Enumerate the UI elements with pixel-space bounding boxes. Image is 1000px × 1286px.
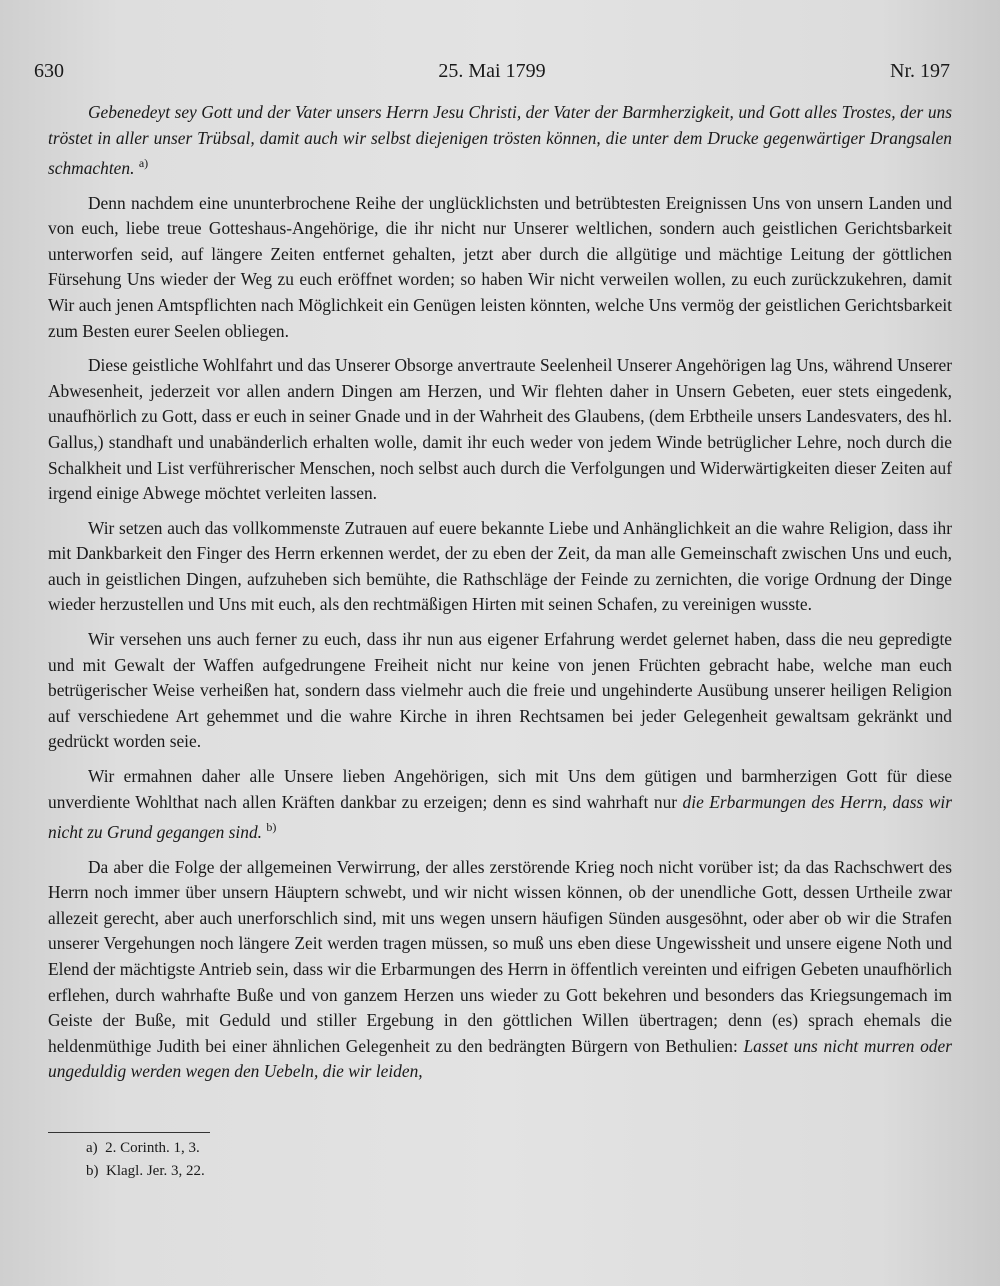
quoted-scripture: Lasset uns nicht murren oder ungeduldig werden wegen den Uebeln, die wir leiden, — [48, 1035, 952, 1082]
footnote — [86, 1137, 205, 1160]
footnote-label: b) — [86, 1163, 99, 1179]
footnote-ref-b: b) — [266, 820, 277, 835]
opening-paragraph — [48, 100, 952, 182]
page-number: 630 — [34, 60, 64, 82]
document-body — [48, 100, 952, 1094]
paragraph: Denn nachdem eine ununterbrochene Reihe der unglücklichsten und betrübtesten Ereignissen Uns von unsern Landen und von euch, liebe treue Gotteshaus-Angehörige, die ihr nicht nur Unserer weltlichen, sondern auch geistlichen Gerichtsbarkeit unterworfen seid, auf längere Zeiten entfernet gehalten, jetzt aber durch die allgütige und mächtige Leitung der göttlichen Fürsehung Uns wieder der Weg zu euch eröffnet worden; so haben Wir nicht verweilen wollen, zu euch zurückzukehren, damit Wir auch jenen Amtspflichten nach Möglichkeit ein Genügen leisten könnten, welche Uns vermög der geistlichen Gerichtsbarkeit zum Besten eurer Seelen obliegen. — [48, 192, 952, 341]
paragraph — [48, 855, 952, 1085]
footnote-text: 2. Corinth. 1, 3. — [105, 1140, 200, 1156]
paragraph: Wir setzen auch das vollkommenste Zutrauen auf euere bekannte Liebe und Anhänglichkeit an die wahre Religion, dass ihr mit Dankbarkeit den Finger des Herrn erkennen werdet, der zu eben der Zeit, da man alle Gemeinschaft zwischen Uns und euch, auch in geistlichen Dingen, aufzuheben sich bemühte, die Rathschläge der Feinde zu zernichten, die vorige Ordnung der Dinge wieder herzustellen und Uns mit euch, als den rechtmäßigen Hirten mit seinen Schafen, zu vereinigen wusste. — [48, 517, 952, 615]
paragraph: Wir versehen uns auch ferner zu euch, dass ihr nun aus eigener Erfahrung werdet gelernet haben, dass die neu gepredigte und mit Gewalt der Waffen aufgedrungene Freiheit nicht nur keine von jenen Früchten gebracht habe, welche man euch betrügerischer Weise verheißen hat, sondern dass vielmehr auch die freie und ungehinderte Ausübung unserer heiligen Religion auf verschiedene Art gehemmet und die wahre Kirche in ihren Rechtsamen bei jeder Gelegenheit gewaltsam gekränkt und gedrückt worden seie. — [48, 629, 952, 752]
quoted-scripture: die Erbarmungen des Herrn, dass wir nicht zu Grund gegangen sind. — [48, 791, 952, 843]
footnote-label: a) — [86, 1140, 98, 1156]
paragraph-text: Wir ermahnen daher alle Unsere lieben Angehörigen, sich mit Uns dem gütigen und barmherzigen Gott für diese unverdiente Wohlthat nach allen Kräften dankbar zu erzeigen; denn es sind wahrhaft nur — [48, 766, 952, 812]
document-number: Nr. 197 — [890, 60, 950, 82]
paragraph — [48, 764, 952, 846]
paragraph: Diese geistliche Wohlfahrt und das Unserer Obsorge anvertraute Seelenheil Unserer Angehörigen lag Uns, während Unserer Abwesenheit, jederzeit vor allen andern Dingen am Herzen, und Wir flehten daher in Unsern Gebeten, euer stets eingedenk, unaufhörlich zu Gott, dass er euch in seiner Gnade und in der Wahrheit des Glaubens, (dem Erbtheile unsers Landesvaters, des hl. Gallus,) standhaft und unabänderlich erhalten wolle, damit ihr euch weder von jedem Winde betrüglicher Lehre, noch durch die Schalkheit und List verführerischer Menschen, noch selbst auch durch die Verfolgungen und Widerwärtigkeiten dieser Zeiten auf irgend einige Abwege möchtet verleiten lassen. — [48, 355, 952, 504]
footnote-ref-a: a) — [138, 156, 149, 171]
footnote — [86, 1160, 205, 1183]
footnote-divider — [48, 1132, 210, 1133]
opening-text: Gebenedeyt sey Gott und der Vater unsers Herrn Jesu Christi, der Vater der Barmherzigkeit, und Gott alles Trostes, der uns tröstet in aller unser Trübsal, damit auch wir selbst diejenigen trösten können, die unter dem Drucke gegenwärtiger Drangsalen schmachten. — [48, 102, 952, 178]
page-header — [34, 60, 950, 88]
footnote-text: Klagl. Jer. 3, 22. — [106, 1163, 205, 1179]
paragraph-text: Da aber die Folge der allgemeinen Verwirrung, der alles zerstörende Krieg noch nicht vorüber ist; da das Rachschwert des Herrn noch immer über unsern Häuptern schwebt, und wir nicht wissen können, ob der unendliche Gott, dessen Urtheile zwar allezeit gerecht, aber auch unerforschlich sind, mit uns wegen unsern häufigen Sünden ausgesöhnt, oder aber ob wir die Strafen unserer Vergehungen noch längere Zeit werden tragen müssen, so muß uns eben diese Ungewissheit und unsere eigene Noth und Elend der mächtigste Antrieb sein, dass wir die Erbarmungen des Herrn in öffentlich vereinten und eifrigen Gebeten unaufhörlich erflehen, durch wahrhafte Buße und von ganzem Herzen uns wieder zu Gott bekehren und besonders das Kriegsungemach im Geiste der Buße, mit Geduld und stiller Ergebung in den göttlichen Willen übertragen; denn (es) sprach ehemals die heldenmüthige Judith bei einer ähnlichen Gelegenheit zu den bedrängten Bürgern von Bethulien: — [48, 856, 952, 1056]
header-date: 25. Mai 1799 — [438, 60, 546, 82]
footnotes — [86, 1137, 205, 1183]
